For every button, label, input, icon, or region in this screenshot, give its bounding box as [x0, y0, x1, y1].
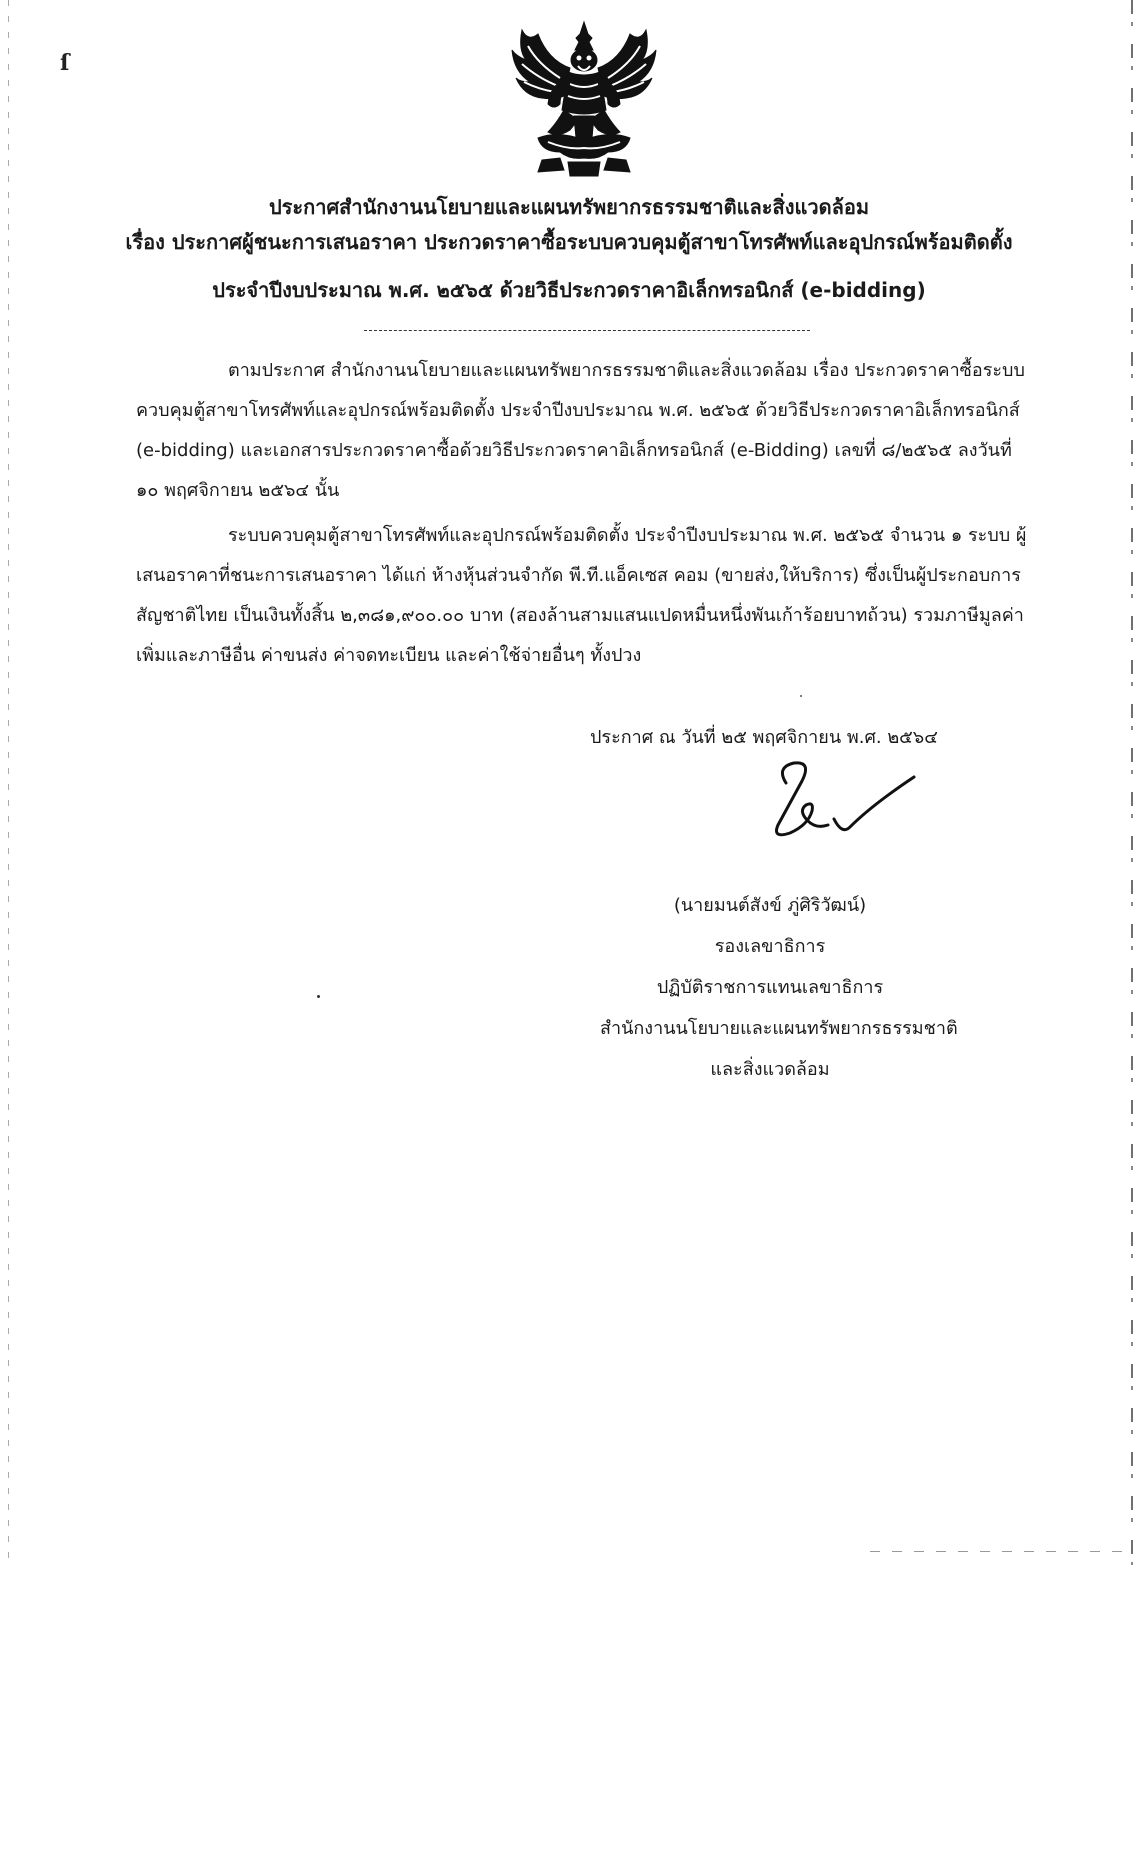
- scan-speck: [800, 695, 802, 697]
- announcement-subject: เรื่อง ประกาศผู้ชนะการเสนอราคา ประกวดราคาซื้อระบบควบคุมตู้สาขาโทรศัพท์และอุปกรณ์พร้อมติดตั้ง: [125, 230, 1013, 254]
- header-divider: [364, 330, 810, 331]
- body-paragraph-1: ตามประกาศ สำนักงานนโยบายและแผนทรัพยากรธรรมชาติและสิ่งแวดล้อม เรื่อง ประกวดราคาซื้อระบบควบคุมตู้สาขาโทรศัพท์และอุปกรณ์พร้อมติดตั้ง ประจำปีงบประมาณ พ.ศ. ๒๕๖๕ ด้วยวิธีประกวดราคาอิเล็กทรอนิกส์ (e-bidding) และเอกสารประกวดราคาซื้อด้วยวิธีประกวดราคาอิเล็กทรอนิกส์ (e-Bidding) เลขที่ ๘/๒๕๖๕ ลงวันที่ ๑๐ พฤศจิกายน ๒๕๖๔ นั้น: [136, 360, 1025, 501]
- garuda-emblem-icon: [508, 20, 660, 178]
- body-paragraph-2: ระบบควบคุมตู้สาขาโทรศัพท์และอุปกรณ์พร้อมติดตั้ง ประจำปีงบประมาณ พ.ศ. ๒๕๖๕ จำนวน ๑ ระบบ ผู้เสนอราคาที่ชนะการเสนอราคา ได้แก่ ห้างหุ้นส่วนจำกัด พี.ที.แอ็คเซส คอม (ขายส่ง,ให้บริการ) ซึ่งเป็นผู้ประกอบการสัญชาติไทย เป็นเงินทั้งสิ้น ๒,๓๘๑,๙๐๐.๐๐ บาท (สองล้านสามแสนแปดหมื่นหนึ่งพันเก้าร้อยบาทถ้วน) รวมภาษีมูลค่าเพิ่มและภาษีอื่น ค่าขนส่ง ค่าจดทะเบียน และค่าใช้จ่ายอื่นๆ ทั้งปวง: [136, 525, 1027, 666]
- signatory-block: [600, 885, 958, 1090]
- signer-position: รองเลขาธิการ: [714, 936, 826, 957]
- scan-speck: [317, 995, 320, 998]
- announcement-date: ประกาศ ณ วันที่ ๒๕ พฤศจิกายน พ.ศ. ๒๕๖๔: [590, 727, 938, 748]
- signer-acting-position: ปฏิบัติราชการแทนเลขาธิการ: [656, 977, 884, 998]
- signer-organization: สำนักงานนโยบายและแผนทรัพยากรธรรมชาติ: [600, 1018, 958, 1039]
- handwritten-signature: [768, 755, 918, 850]
- announcement-subject-cont: ประจำปีงบประมาณ พ.ศ. ๒๕๖๕ ด้วยวิธีประกวดราคาอิเล็กทรอนิกส์ (e-bidding): [212, 278, 926, 302]
- announcement-title: ประกาศสำนักงานนโยบายและแผนทรัพยากรธรรมชาติและสิ่งแวดล้อม: [268, 195, 870, 219]
- scan-pen-mark: ſ: [60, 50, 70, 76]
- signer-name: (นายมนต์สังข์ ภู่ศิริวัฒน์): [673, 895, 867, 916]
- signer-organization-cont: และสิ่งแวดล้อม: [710, 1059, 830, 1080]
- scan-bottom-mark: [870, 1551, 1125, 1552]
